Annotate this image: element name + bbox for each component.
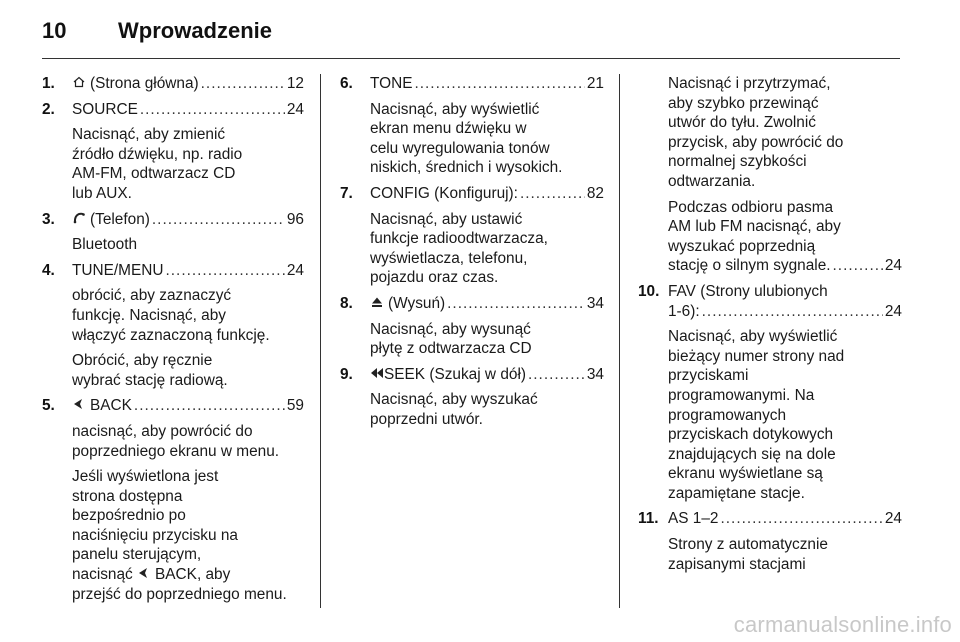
- item-label: CONFIG (Konfiguruj):: [370, 184, 518, 202]
- list-item: [340, 184, 604, 288]
- toc-row: [370, 365, 604, 385]
- list-item: [340, 294, 604, 359]
- page-ref: 34: [586, 294, 604, 312]
- list-item: [340, 74, 604, 178]
- item-description: Bluetooth: [72, 236, 138, 254]
- page-ref: 34: [586, 365, 604, 383]
- item-description: Nacisnąć, aby ustawić funkcje radioodtwarzacza, wyświetlacza, telefonu, pojazdu oraz czas.: [370, 210, 548, 287]
- item-label: BACK: [90, 397, 132, 415]
- item-label: AS 1–2: [668, 510, 719, 528]
- list-item-continuation: [638, 74, 902, 276]
- eject-icon: [370, 294, 384, 314]
- list-item: [42, 74, 304, 94]
- item-number: 8.: [340, 294, 353, 312]
- item-description: Jeśli wyświetlona jest strona dostępna bezpośrednio po naciśnięciu przycisku na panelu sterującym, nacisnąć BACK, aby przejść do poprzedniego menu.: [72, 468, 287, 603]
- item-number: 9.: [340, 365, 353, 383]
- column-divider: [320, 74, 321, 608]
- item-description: Strony z automatycznie zapisanymi stacjami: [668, 536, 828, 573]
- page-ref: 12: [286, 75, 304, 92]
- list-item: [42, 210, 304, 255]
- item-label: (Strona główna): [90, 75, 199, 92]
- item-description: Nacisnąć, aby wysunąć płytę z odtwarzacza CD: [370, 320, 532, 358]
- toc-row: [370, 74, 604, 94]
- item-number: 2.: [42, 100, 55, 118]
- list-item: [638, 509, 902, 574]
- item-number: 4.: [42, 261, 55, 279]
- list-item: [340, 365, 604, 430]
- column-1: [42, 74, 304, 610]
- item-label: 1-6):: [668, 302, 700, 320]
- item-description: obrócić, aby zaznaczyć funkcję. Nacisnąć, aby włączyć zaznaczoną funkcję.: [72, 287, 270, 344]
- item-number: 5.: [42, 397, 55, 415]
- item-description: Nacisnąć i przytrzymać, aby szybko przewinąć utwór do tyłu. Zwolnić przycisk, aby powrócić do normalnej szybkości odtwarzania.: [668, 75, 844, 190]
- list-item: [42, 261, 304, 391]
- toc-row: [72, 74, 304, 94]
- item-description: Podczas odbioru pasma AM lub FM nacisnąć, aby wyszukać poprzednią: [668, 198, 841, 255]
- item-number: 6.: [340, 75, 353, 92]
- list-item: [42, 396, 304, 604]
- phone-icon: [72, 210, 86, 230]
- page-ref: 24: [884, 302, 902, 320]
- home-icon: [72, 74, 86, 94]
- page-ref: 82: [586, 184, 604, 202]
- toc-row: [370, 294, 604, 314]
- item-description: Nacisnąć, aby wyświetlić bieżący numer strony nad przyciskami programowanymi. Na programowanych przyciskach dotykowych znajdujących się na dole ekranu wyświetlane są zapamiętane stacje.: [668, 328, 845, 502]
- item-label: FAV (Strony ulubionych: [668, 282, 828, 300]
- toc-row: [370, 184, 604, 204]
- item-number: 1.: [42, 75, 55, 92]
- page-ref: 24: [884, 510, 902, 528]
- list-item: [42, 100, 304, 204]
- seek-back-icon: [370, 365, 384, 385]
- toc-row: [72, 261, 304, 281]
- item-description: Obrócić, aby ręcznie wybrać stację radiową.: [72, 352, 228, 389]
- item-description: Nacisnąć, aby wyszukać poprzedni utwór.: [370, 391, 538, 428]
- column-divider: [619, 74, 620, 608]
- item-number: 10.: [638, 282, 660, 300]
- page-ref: 96: [286, 210, 304, 228]
- item-number: 7.: [340, 184, 353, 202]
- item-label: SOURCE: [72, 100, 138, 118]
- page-ref: 24: [286, 100, 304, 118]
- page-header: [42, 18, 902, 44]
- item-label: TUNE/MENU: [72, 261, 164, 279]
- column-3: [638, 74, 902, 580]
- item-number: 3.: [42, 210, 55, 228]
- toc-row: [72, 396, 304, 416]
- back-arrow-icon: [137, 565, 151, 585]
- page-title: Wprowadzenie: [118, 18, 273, 43]
- toc-row: [668, 256, 902, 276]
- page-ref: 21: [586, 75, 604, 92]
- column-2: [340, 74, 604, 436]
- list-item: [638, 282, 902, 504]
- item-label: SEEK (Szukaj w dół): [384, 365, 526, 383]
- page-ref: 24: [286, 261, 304, 279]
- toc-row: [72, 210, 304, 230]
- item-description: Nacisnąć, aby zmienić źródło dźwięku, np. radio AM-FM, odtwarzacz CD lub AUX.: [72, 126, 243, 202]
- page-ref: 24: [884, 257, 902, 275]
- toc-row: [668, 509, 902, 529]
- page-ref: 59: [286, 397, 304, 415]
- toc-row: [72, 100, 304, 120]
- item-description: stację o silnym sygnale.: [668, 257, 831, 275]
- watermark: carmanualsonline.info: [733, 612, 952, 637]
- item-number: 11.: [638, 510, 659, 528]
- page-number: 10: [42, 18, 67, 43]
- item-label: TONE: [370, 75, 413, 92]
- item-description: nacisnąć, aby powrócić do poprzedniego ekranu w menu.: [72, 422, 280, 460]
- header-rule: [42, 58, 900, 59]
- item-label: (Wysuń): [388, 294, 446, 312]
- item-label: (Telefon): [90, 210, 150, 228]
- toc-row: [668, 302, 902, 322]
- item-description: Nacisnąć, aby wyświetlić ekran menu dźwięku w celu wyregulowania tonów niskich, średnich i wysokich.: [370, 100, 563, 177]
- back-arrow-icon: [72, 396, 86, 416]
